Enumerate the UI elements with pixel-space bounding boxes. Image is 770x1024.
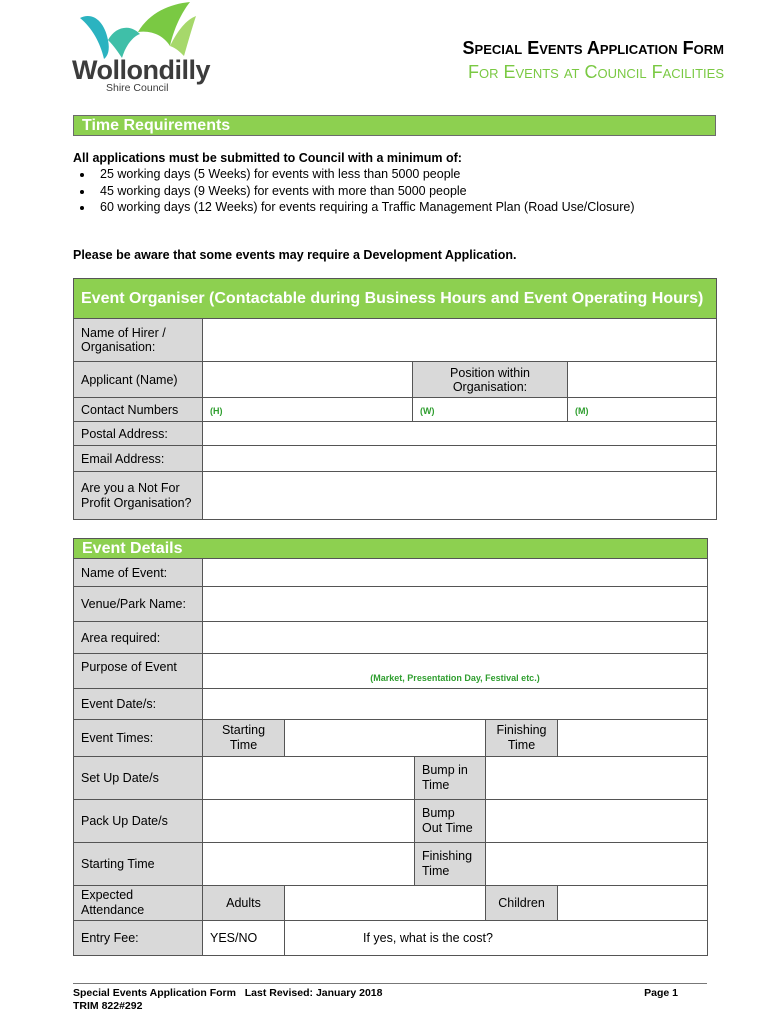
footer-trim: TRIM 822#292 <box>73 1000 143 1012</box>
email-address-field[interactable] <box>203 446 717 472</box>
council-logo-name: Wollondilly <box>72 55 210 85</box>
form-subtitle: For Events at Council Facilities <box>467 62 724 82</box>
packup-dates-field[interactable] <box>203 800 415 843</box>
not-for-profit-label: Are you a Not For Profit Organisation? <box>74 472 203 520</box>
setup-dates-field[interactable] <box>203 757 415 800</box>
bump-out-field[interactable] <box>486 800 708 843</box>
entry-fee-yes-no[interactable]: YES/NO <box>203 921 285 956</box>
mobile-phone-field[interactable]: (M) <box>568 398 717 422</box>
starting-time-field[interactable] <box>285 720 486 757</box>
bump-in-field[interactable] <box>486 757 708 800</box>
purpose-field[interactable] <box>203 654 708 689</box>
event-name-label: Name of Event: <box>74 559 203 587</box>
time-requirements-list <box>80 166 694 216</box>
time-requirements-intro: All applications must be submitted to Council with a minimum of: <box>73 151 462 165</box>
home-phone-field[interactable]: (H) <box>203 398 413 422</box>
position-label: Position within Organisation: <box>413 362 568 398</box>
footer-divider <box>73 983 707 984</box>
event-name-field[interactable] <box>203 559 708 587</box>
list-item: • 45 working days (9 Weeks) for events with more than 5000 people <box>94 183 694 200</box>
starting-time-row-label: Starting Time <box>74 843 203 886</box>
event-dates-field[interactable] <box>203 689 708 720</box>
email-address-label: Email Address: <box>74 446 203 472</box>
time-requirements-heading: Time Requirements <box>73 115 716 136</box>
entry-fee-label: Entry Fee: <box>74 921 203 956</box>
area-required-label: Area required: <box>74 622 203 654</box>
event-organiser-table <box>73 278 717 520</box>
list-item: • 60 working days (12 Weeks) for events requiring a Traffic Management Plan (Road Use/Closure) <box>94 199 694 216</box>
applicant-field[interactable] <box>203 362 413 398</box>
postal-address-label: Postal Address: <box>74 422 203 446</box>
bump-in-label: Bump in Time <box>415 757 486 800</box>
footer-page-number: Page 1 <box>644 987 678 999</box>
children-field[interactable] <box>558 886 708 921</box>
postal-address-field[interactable] <box>203 422 717 446</box>
hirer-field[interactable] <box>203 319 717 362</box>
finishing-time-row-label: Finishing Time <box>415 843 486 886</box>
council-logo-subtitle: Shire Council <box>106 82 169 94</box>
adults-label: Adults <box>203 886 285 921</box>
footer-revised: Last Revised: January 2018 <box>244 987 383 999</box>
list-item: • 25 working days (5 Weeks) for events with less than 5000 people <box>94 166 694 183</box>
adults-field[interactable] <box>285 886 486 921</box>
purpose-hint: (Market, Presentation Day, Festival etc.) <box>370 673 540 683</box>
purpose-label: Purpose of Event <box>74 654 203 689</box>
venue-field[interactable] <box>203 587 708 622</box>
venue-label: Venue/Park Name: <box>74 587 203 622</box>
footer-left <box>73 987 383 1013</box>
applicant-label: Applicant (Name) <box>74 362 203 398</box>
expected-attendance-label: Expected Attendance <box>74 886 203 921</box>
starting-time-label: Starting Time <box>203 720 285 757</box>
form-title: Special Events Application Form <box>462 38 724 58</box>
event-times-label: Event Times: <box>74 720 203 757</box>
event-details-heading: Event Details <box>74 539 708 559</box>
packup-dates-label: Pack Up Date/s <box>74 800 203 843</box>
children-label: Children <box>486 886 558 921</box>
finishing-time-field[interactable] <box>558 720 708 757</box>
finishing-time-row-field[interactable] <box>486 843 708 886</box>
contact-numbers-label: Contact Numbers <box>74 398 203 422</box>
setup-dates-label: Set Up Date/s <box>74 757 203 800</box>
footer-form-name: Special Events Application Form <box>73 987 236 999</box>
event-organiser-heading: Event Organiser (Contactable during Business Hours and Event Operating Hours) <box>74 279 717 319</box>
starting-time-row-field[interactable] <box>203 843 415 886</box>
event-dates-label: Event Date/s: <box>74 689 203 720</box>
work-phone-field[interactable]: (W) <box>413 398 568 422</box>
not-for-profit-field[interactable] <box>203 472 717 520</box>
position-field[interactable] <box>568 362 717 398</box>
development-application-note: Please be aware that some events may require a Development Application. <box>73 248 517 262</box>
event-details-table <box>73 538 708 956</box>
hirer-label: Name of Hirer / Organisation: <box>74 319 203 362</box>
bump-out-label: Bump Out Time <box>415 800 486 843</box>
area-required-field[interactable] <box>203 622 708 654</box>
entry-fee-cost-field[interactable]: If yes, what is the cost? <box>285 921 708 956</box>
finishing-time-label: Finishing Time <box>486 720 558 757</box>
council-logo-graphic <box>78 2 198 60</box>
